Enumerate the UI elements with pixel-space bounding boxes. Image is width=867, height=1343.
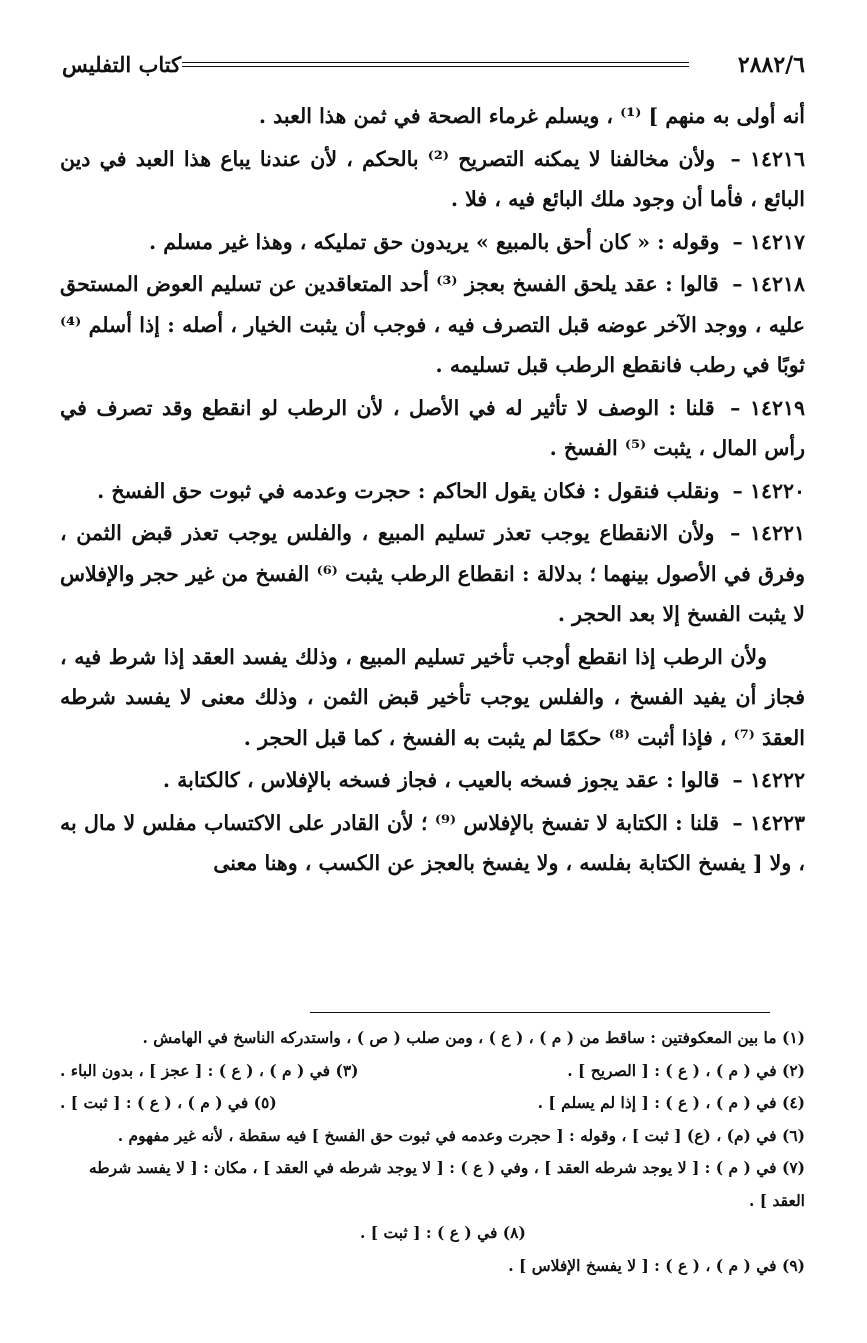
- paragraph: [60, 264, 805, 386]
- footnote-row: [60, 1087, 805, 1120]
- footnote: (١) ما بين المعكوفتين : ساقط من ( م ) ، ( ع ) ، ومن صلب ( ص ) ، واستدركه الناسخ في الهامش .: [142, 1028, 805, 1047]
- paragraph: [60, 803, 805, 884]
- paragraph-text: وقوله : « كان أحق بالمبيع » يريدون حق تمليكه ، وهذا غير مسلم .: [149, 229, 720, 254]
- paragraph-text: قالوا : عقد يجوز فسخه بالعيب ، فجاز فسخه بالإفلاس ، كالكتابة .: [162, 768, 720, 792]
- paragraph: [60, 760, 805, 801]
- paragraph: [60, 388, 805, 469]
- paragraph-number: ١٤٢٢١ –: [730, 521, 806, 545]
- footnotes: [60, 1022, 805, 1282]
- header-rule: [182, 62, 689, 67]
- paragraph-text: ولأن الرطب إذا انقطع أوجب تأخير تسليم المبيع ، وذلك يفسد العقد إذا شرط فيه ، فجاز أن يفيد الفسخ ، والفلس يوجب تأخير قبض الثمن ، وذلك معنى لا يفسد شرطه العقدَ ⁽⁷⁾ ، فإذا أثبت ⁽⁸⁾ حكمًا لم يثبت به الفسخ ، كما قبل الحجر .: [60, 644, 805, 750]
- page-number: ٢٨٨٢/٦: [737, 52, 805, 78]
- footnote-separator: [310, 1012, 770, 1013]
- paragraph-number: ١٤٢١٧ –: [732, 229, 805, 254]
- paragraph: [60, 96, 805, 137]
- paragraph-text: ولأن مخالفنا لا يمكنه التصريح ⁽²⁾ بالحكم ، لأن عندنا يباع هذا العبد في دين البائع ، فأما أن وجود ملك البائع فيه ، فلا .: [60, 146, 805, 211]
- paragraph-number: ١٤٢٢٢ –: [732, 768, 805, 792]
- paragraph-number: ١٤٢١٨ –: [732, 272, 806, 296]
- paragraph-number: ١٤٢٢٣ –: [732, 810, 806, 835]
- book-title: كتاب التفليس: [62, 52, 182, 77]
- main-text: [60, 96, 805, 886]
- footnote: (٨) في ( ع ) : [ ثبت ] .: [360, 1223, 526, 1242]
- paragraph: [60, 513, 805, 635]
- paragraph-text: ولأن الانقطاع يوجب تعذر تسليم المبيع ، والفلس يوجب تعذر قبض الثمن ، وفرق في الأصول بينهما ؛ بدلالة : انقطاع الرطب يثبت ⁽⁶⁾ الفسخ من غير حجر والإفلاس لا يثبت الفسخ إلا بعد الحجر .: [60, 521, 805, 626]
- paragraph-number: ١٤٢١٩ –: [730, 395, 806, 420]
- paragraph-text: قلنا : الوصف لا تأثير له في الأصل ، لأن الرطب لو انقطع وقد تصرف في رأس المال ، يثبت ⁽⁵⁾ الفسخ .: [60, 395, 805, 460]
- footnote: (٦) في (م) ، (ع) [ ثبت ] ، وقوله : [ حجرت وعدمه في ثبوت حق الفسخ ] فيه سقطة ، لأنه غير مفهوم .: [117, 1125, 805, 1145]
- footnote: (٤) في ( م ) ، ( ع ) : [ إذا لم يسلم ] .: [537, 1093, 805, 1112]
- paragraph-text: قالوا : عقد يلحق الفسخ بعجز ⁽³⁾ أحد المتعاقدين عن تسليم العوض المستحق عليه ، ووجد الآخر عوضه قبل التصرف فيه ، فوجب أن يثبت الخيار ، أصله : إذا أسلم ⁽⁴⁾ ثوبًا في رطب فانقطع الرطب قبل تسليمه .: [60, 272, 805, 377]
- paragraph-number: ١٤٢٢٠ –: [732, 478, 805, 503]
- page-header: [62, 50, 805, 86]
- footnote: (٣) في ( م ) ، ( ع ) : [ عجز ] ، بدون الباء .: [60, 1060, 359, 1080]
- footnote: (٩) في ( م ) ، ( ع ) : [ لا يفسخ الإفلاس ] .: [508, 1255, 805, 1275]
- paragraph: [60, 471, 805, 512]
- footnote: (٢) في ( م ) ، ( ع ) : [ الصريح ] .: [567, 1060, 805, 1080]
- paragraph-number: ١٤٢١٦ –: [730, 146, 806, 171]
- paragraph: [60, 222, 805, 263]
- paragraph-text: ونقلب فنقول : فكان يقول الحاكم : حجرت وعدمه في ثبوت حق الفسخ .: [97, 478, 720, 503]
- paragraph: [60, 637, 805, 759]
- footnote: (٧) في ( م ) : [ لا يوجد شرطه العقد ] ، وفي ( ع ) : [ لا يوجد شرطه في العقد ] ، مكان : [ لا يفسد شرطه العقد ] .: [89, 1158, 805, 1210]
- paragraph-text: قلنا : الكتابة لا تفسخ بالإفلاس ⁽⁹⁾ ؛ لأن القادر على الاكتساب مفلس لا مال به ، ولا [ يفسخ الكتابة بفلسه ، ولا يفسخ بالعجز عن الكسب ، وهنا معنى: [60, 810, 805, 875]
- footnote-row: [60, 1055, 805, 1088]
- footnote: (٥) في ( م ) ، ( ع ) : [ ثبت ] .: [60, 1093, 277, 1112]
- paragraph: [60, 139, 805, 220]
- footnote-row: [60, 1217, 805, 1250]
- paragraph-text: أنه أولى به منهم ] ⁽¹⁾ ، ويسلم غرماء الصحة في ثمن هذا العبد .: [258, 104, 805, 128]
